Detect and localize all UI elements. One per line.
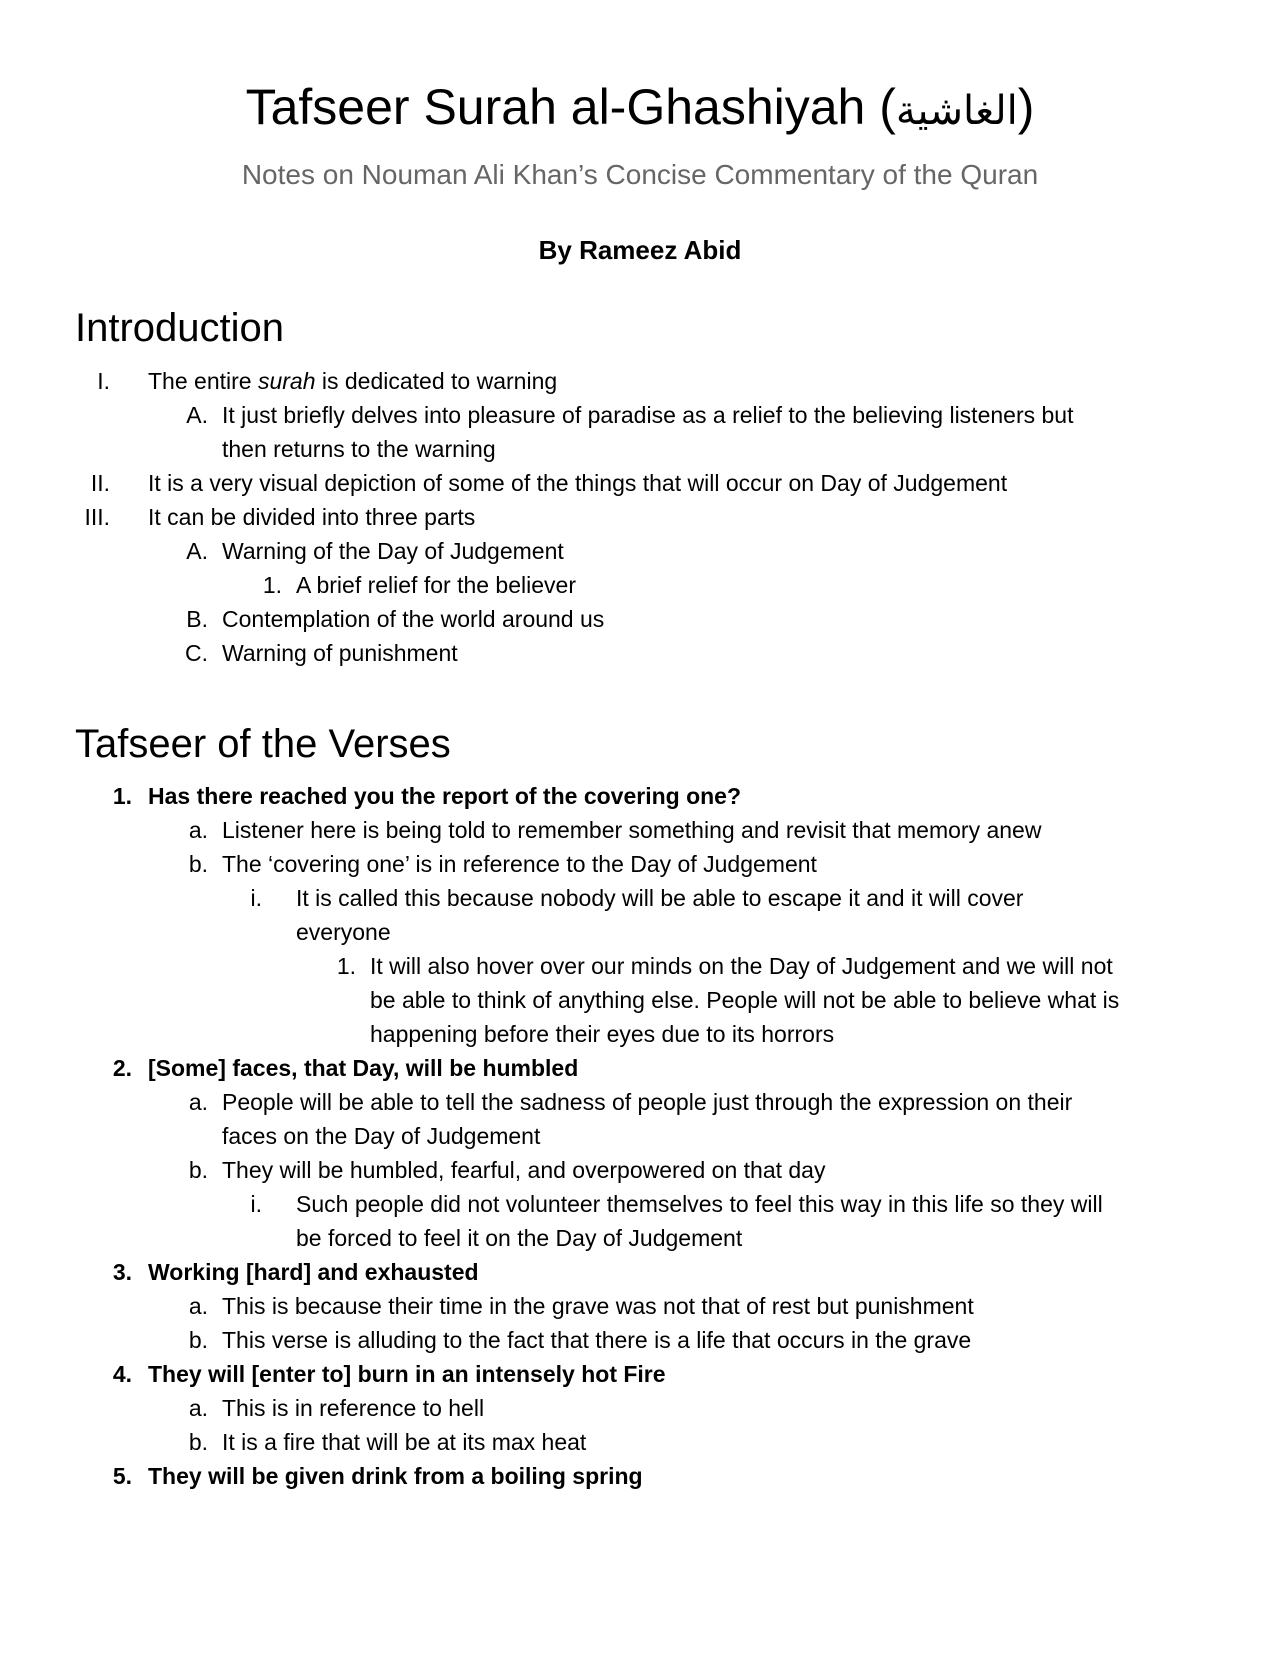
list-marker: a.: [188, 1395, 208, 1421]
title-text: Tafseer Surah al-Ghashiyah (: [245, 79, 896, 135]
document-subtitle: Notes on Nouman Ali Khan’s Concise Commentary of the Quran: [241, 159, 1039, 190]
title-close-paren: ): [1017, 79, 1035, 135]
document-author: By Rameez Abid: [538, 235, 742, 265]
list-marker: III.: [84, 504, 110, 530]
list-marker: II.: [90, 470, 110, 496]
list-marker: b.: [188, 1157, 208, 1183]
list-item: People will be able to tell the sadness of people just through the expression on their: [222, 1089, 1073, 1115]
list-item: Warning of the Day of Judgement: [222, 538, 564, 564]
list-item: It is a very visual depiction of some of the things that will occur on Day of Judgement: [148, 470, 1008, 496]
list-marker: b.: [188, 851, 208, 877]
list-marker: C.: [185, 640, 208, 666]
list-marker: B.: [186, 606, 208, 632]
list-marker: I.: [97, 368, 110, 394]
list-item: They will be humbled, fearful, and overpowered on that day: [222, 1157, 826, 1183]
list-marker: a.: [188, 817, 208, 843]
list-marker: a.: [188, 1293, 208, 1319]
list-marker: i.: [250, 1191, 262, 1217]
list-item: It just briefly delves into pleasure of paradise as a relief to the believing listeners but: [222, 402, 1074, 428]
list-marker: b.: [188, 1429, 208, 1455]
list-item-continuation: happening before their eyes due to its horrors: [370, 1021, 835, 1047]
list-item: The ‘covering one’ is in reference to the Day of Judgement: [222, 851, 817, 877]
list-marker: 3.: [112, 1259, 132, 1285]
list-item-text: is dedicated to warning: [315, 368, 558, 394]
list-item: This is in reference to hell: [222, 1395, 485, 1421]
list-item: It will also hover over our minds on the Day of Judgement and we will not: [370, 953, 1113, 979]
list-item: Contemplation of the world around us: [222, 606, 605, 632]
list-marker: 1.: [112, 783, 132, 809]
list-item: Such people did not volunteer themselves to feel this way in this life so they will: [296, 1191, 1103, 1217]
intro-heading: Introduction: [75, 306, 285, 350]
list-item-continuation: then returns to the warning: [222, 436, 496, 462]
list-item: It is a fire that will be at its max heat: [222, 1429, 587, 1455]
verse-item: Has there reached you the report of the covering one?: [148, 783, 742, 809]
list-item: It can be divided into three parts: [148, 504, 476, 530]
list-marker: 1.: [262, 572, 282, 598]
list-marker: a.: [188, 1089, 208, 1115]
list-marker: 2.: [112, 1055, 132, 1081]
list-item: It is called this because nobody will be able to escape it and it will cover: [296, 885, 1024, 911]
list-marker: A.: [186, 538, 208, 564]
verses-heading: Tafseer of the Verses: [75, 722, 451, 766]
list-item-continuation: everyone: [296, 919, 391, 945]
list-item-emphasis: surah: [257, 368, 316, 394]
list-marker: 5.: [112, 1463, 132, 1489]
list-item: Warning of punishment: [222, 640, 458, 666]
list-item-continuation: faces on the Day of Judgement: [222, 1123, 541, 1149]
list-item: Listener here is being told to remember something and revisit that memory anew: [222, 817, 1042, 843]
verse-item: They will be given drink from a boiling spring: [148, 1463, 643, 1489]
verse-item: [Some] faces, that Day, will be humbled: [148, 1055, 579, 1081]
list-marker: A.: [186, 402, 208, 428]
verse-item: They will [enter to] burn in an intensely hot Fire: [148, 1361, 666, 1387]
list-item: This is because their time in the grave was not that of rest but punishment: [222, 1293, 974, 1319]
list-item: A brief relief for the believer: [296, 572, 576, 598]
list-item: [148, 366, 557, 396]
verse-item: Working [hard] and exhausted: [148, 1259, 479, 1285]
title-arabic: الغاشية: [895, 88, 1018, 134]
list-marker: i.: [250, 885, 262, 911]
list-item-continuation: be forced to feel it on the Day of Judgement: [296, 1225, 743, 1251]
list-item: This verse is alluding to the fact that there is a life that occurs in the grave: [222, 1327, 972, 1353]
list-item-text: The entire: [148, 368, 258, 394]
list-marker: 4.: [112, 1361, 132, 1387]
document-title: [0, 76, 1280, 142]
list-item-continuation: be able to think of anything else. People will not be able to believe what is: [370, 987, 1120, 1013]
list-marker: 1.: [336, 953, 356, 979]
list-marker: b.: [188, 1327, 208, 1353]
